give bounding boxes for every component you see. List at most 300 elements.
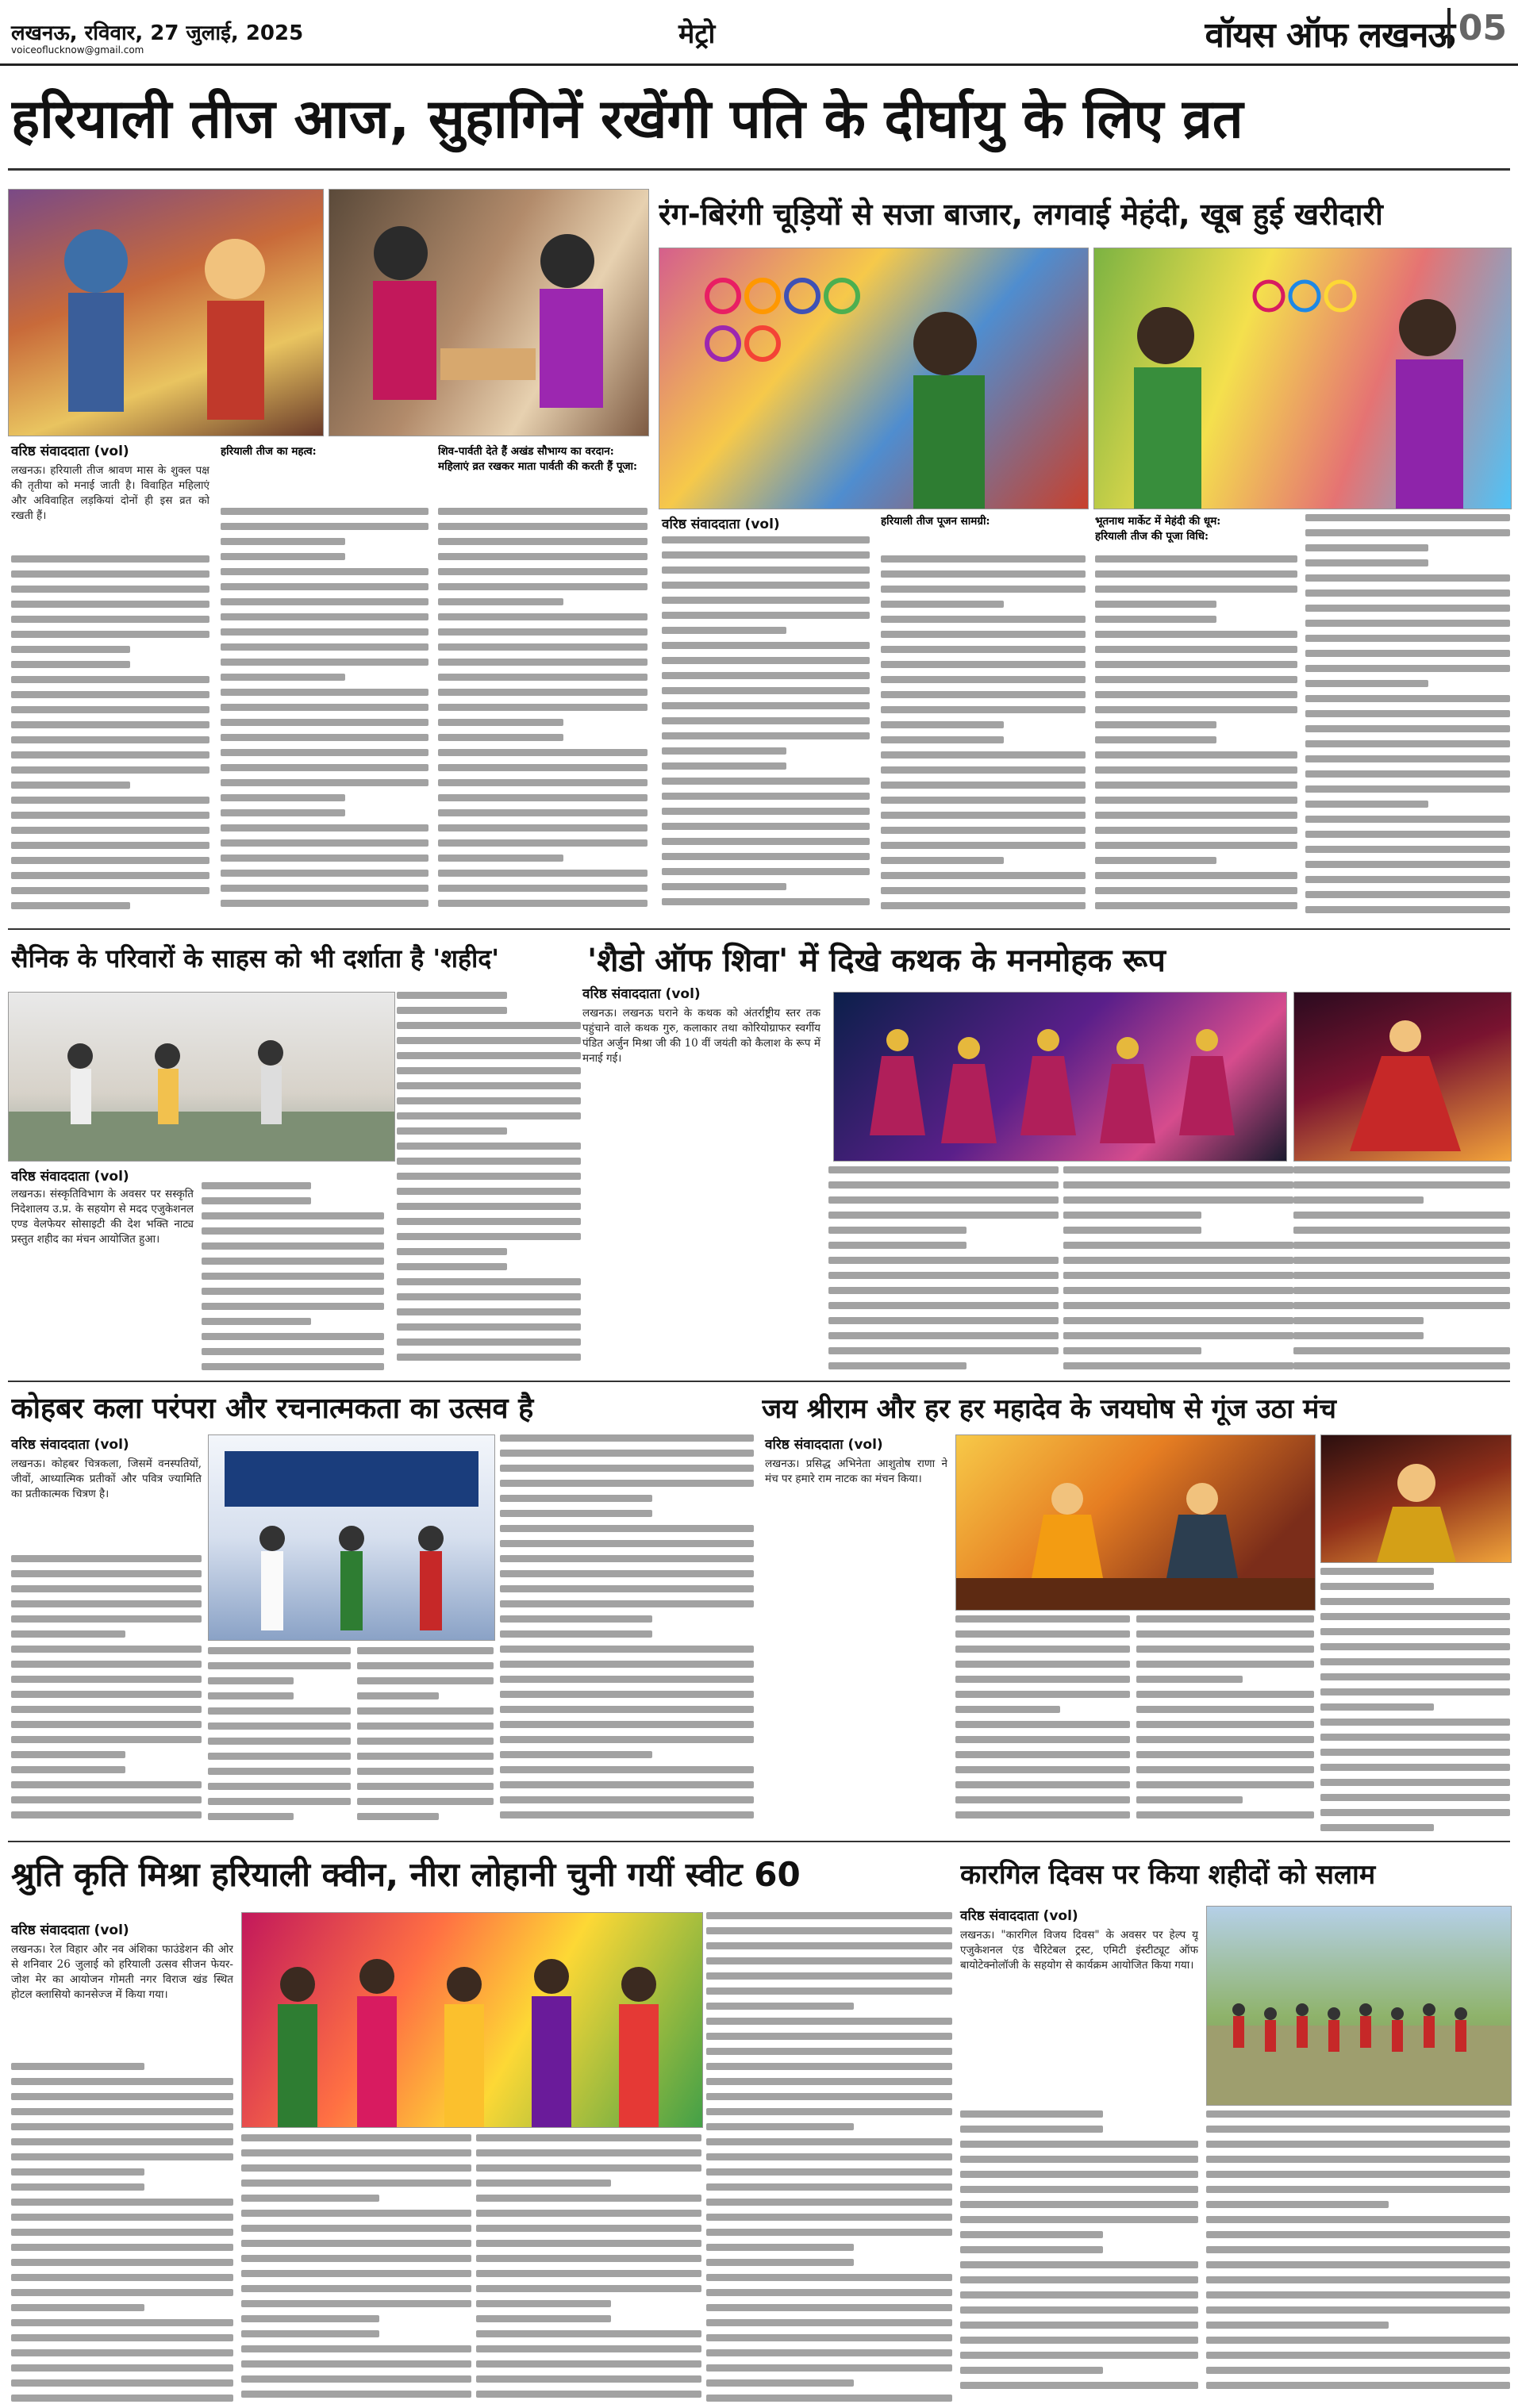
text-line <box>438 719 563 726</box>
text-line <box>706 2259 854 2266</box>
text-line <box>438 824 648 831</box>
text-line <box>500 1495 652 1502</box>
text-line <box>357 1798 494 1805</box>
text-line <box>500 1706 754 1713</box>
text-line <box>1305 906 1510 913</box>
text-line <box>500 1630 652 1638</box>
text-line <box>11 1766 125 1773</box>
text-line <box>1206 2186 1510 2193</box>
text-line <box>960 2352 1198 2359</box>
story1-subhead-3: महिलाएं व्रत रखकर माता पार्वती की करती हैं पूजा: <box>438 460 638 473</box>
text-line <box>955 1736 1130 1743</box>
text-line <box>1293 1332 1424 1339</box>
text-line <box>438 628 648 636</box>
text-line <box>397 1112 581 1120</box>
text-line <box>960 2337 1198 2344</box>
story4-column-1 <box>582 1006 820 1355</box>
text-line <box>706 2244 854 2251</box>
text-line <box>397 1354 581 1361</box>
text-line <box>11 1811 202 1818</box>
text-line <box>706 2138 952 2145</box>
text-line <box>11 2093 233 2100</box>
text-line <box>11 706 209 713</box>
text-line <box>476 2240 701 2247</box>
text-line <box>241 2315 379 2322</box>
text-line <box>11 736 209 743</box>
story1-column-3 <box>438 444 648 924</box>
text-line <box>1305 665 1510 672</box>
story2-headline: रंग-बिरंगी चूड़ियों से सजा बाजार, लगवाई मेहंदी, खूब हुई खरीदारी <box>659 197 1383 232</box>
text-line <box>11 1736 202 1743</box>
text-line <box>662 793 870 800</box>
text-line <box>1095 842 1297 849</box>
story6-lead: लखनऊ। प्रसिद्ध अभिनेता आशुतोष राणा ने मंच पर हमारे राम नाटक का मंचन किया। <box>765 1457 947 1485</box>
shiva-parvati-illustration <box>9 190 323 436</box>
place-date: लखनऊ, रविवार, 27 जुलाई, 2025 <box>11 21 304 45</box>
text-line <box>397 1323 581 1331</box>
text-line <box>11 2153 233 2160</box>
text-line <box>11 1630 125 1638</box>
text-line <box>221 764 428 771</box>
text-line <box>706 2033 952 2040</box>
text-line <box>1206 2156 1510 2163</box>
text-line <box>662 717 870 724</box>
text-line <box>11 797 209 804</box>
text-line <box>881 842 1086 849</box>
text-line <box>1305 831 1510 838</box>
text-line <box>955 1630 1130 1638</box>
text-line <box>1063 1227 1201 1234</box>
text-line <box>1305 650 1510 657</box>
text-line <box>476 2300 611 2307</box>
text-line <box>1063 1166 1293 1173</box>
text-line <box>706 2018 952 2025</box>
text-line <box>1293 1317 1424 1324</box>
hariyali-queen-photo <box>241 1912 703 2128</box>
text-line <box>662 823 870 830</box>
text-line <box>881 721 1004 728</box>
story1-headline: हरियाली तीज आज, सुहागिनें रखेंगी पति के दीर्घायु के लिए व्रत <box>11 88 1243 151</box>
text-line <box>476 2179 611 2187</box>
text-line <box>662 627 786 634</box>
text-line <box>1293 1181 1510 1189</box>
text-line <box>662 687 870 694</box>
text-line <box>1206 2141 1510 2148</box>
text-line <box>438 568 648 575</box>
text-line <box>221 553 345 560</box>
text-line <box>881 887 1086 894</box>
text-line <box>11 1751 125 1758</box>
text-line <box>960 2382 1198 2389</box>
text-line <box>1095 570 1297 578</box>
story8-headline: कारगिल दिवस पर किया शहीदों को सलाम <box>960 1859 1376 1891</box>
text-line <box>662 762 786 770</box>
text-line <box>476 2210 701 2217</box>
text-line <box>1206 2337 1510 2344</box>
text-line <box>1136 1615 1314 1623</box>
text-line <box>397 1248 507 1255</box>
text-line <box>1320 1719 1510 1726</box>
text-line <box>500 1540 754 1547</box>
text-line <box>662 657 870 664</box>
text-line <box>960 2367 1103 2374</box>
text-line <box>955 1646 1130 1653</box>
text-line <box>476 2270 701 2277</box>
text-line <box>1095 887 1297 894</box>
text-line <box>476 2375 701 2383</box>
text-line <box>11 570 209 578</box>
text-line <box>397 1338 581 1346</box>
text-line <box>706 2048 952 2055</box>
text-line <box>706 2379 854 2387</box>
text-line <box>11 616 209 623</box>
text-line <box>397 1158 581 1165</box>
text-line <box>357 1753 494 1760</box>
text-line <box>221 704 428 711</box>
text-line <box>11 676 209 683</box>
text-line <box>221 508 428 515</box>
text-line <box>221 794 345 801</box>
text-line <box>208 1692 294 1699</box>
text-line <box>1095 902 1297 909</box>
story7-lead: लखनऊ। रेल विहार और नव अंशिका फाउंडेशन की ओर से शनिवार 26 जुलाई को हरियाली उत्सव सीजन फेयर-जोश मेर का आयोजन गोमती नगर विराज खंड स्थित होटल क्लासियो कानसेज्ज में किया गया। <box>11 1943 233 2001</box>
text-line <box>438 870 648 877</box>
story3-lead: लखनऊ। संस्कृतिविभाग के अवसर पर सस्कृति निदेशालय उ.प्र. के सहयोग से मदद एजुकेशनल एण्ड वेलफेयर सोसाइटी की देश भक्ति नाट्य प्रस्तुत शहीद का मंचन आयोजित हुआ। <box>11 1188 194 1246</box>
text-line <box>828 1212 1059 1219</box>
text-line <box>706 2349 952 2356</box>
text-line <box>357 1692 439 1699</box>
story8-lead: लखनऊ। "कारगिल विजय दिवस" के अवसर पर हेल्प यू एजुकेशनल एंड चैरिटेबल ट्रस्ट, एमिटी इंस्टीट्यूट ऑफ बायोटेक्नोलॉजी के सहयोग से कार्यक्रम आयोजित किया गया। <box>960 1929 1198 1972</box>
text-line <box>960 2261 1198 2268</box>
story4-headline: 'शैडो ऑफ शिवा' में दिखे कथक के मनमोहक रूप <box>587 943 1166 979</box>
text-line <box>960 2291 1198 2299</box>
text-line <box>11 1570 202 1577</box>
story4-byline: वरिष्ठ संवाददाता (vol) <box>582 986 701 1002</box>
text-line <box>202 1197 311 1204</box>
text-line <box>955 1766 1130 1773</box>
text-line <box>500 1585 754 1592</box>
text-line <box>241 2375 471 2383</box>
text-line <box>1305 785 1510 793</box>
text-line <box>11 2244 233 2251</box>
text-line <box>706 1927 952 1934</box>
text-line <box>397 1143 581 1150</box>
text-line <box>11 2063 144 2070</box>
text-line <box>706 2274 952 2281</box>
text-line <box>1095 706 1297 713</box>
text-line <box>1095 872 1297 879</box>
page-number: 05 <box>1447 8 1507 48</box>
text-line <box>208 1783 351 1790</box>
text-line <box>241 2345 471 2352</box>
text-line <box>1136 1676 1243 1683</box>
text-line <box>11 2349 233 2356</box>
text-line <box>11 2334 233 2341</box>
text-line <box>221 643 428 651</box>
text-line <box>11 872 209 879</box>
text-line <box>1305 514 1510 521</box>
text-line <box>1320 1673 1510 1680</box>
text-line <box>241 2391 471 2398</box>
text-line <box>1320 1613 1510 1620</box>
text-line <box>662 747 786 755</box>
text-line <box>706 1987 952 1995</box>
story8-byline: वरिष्ठ संवाददाता (vol) <box>960 1908 1078 1924</box>
text-line <box>706 2334 952 2341</box>
text-line <box>1206 2216 1510 2223</box>
text-line <box>500 1480 754 1487</box>
text-line <box>828 1257 1059 1264</box>
text-line <box>1136 1630 1314 1638</box>
story3-column-1 <box>11 1187 194 1377</box>
text-line <box>476 2164 701 2172</box>
text-line <box>828 1166 1059 1173</box>
text-line <box>706 2364 952 2372</box>
text-line <box>955 1721 1130 1728</box>
text-line <box>438 659 648 666</box>
text-line <box>1305 801 1428 808</box>
text-line <box>1293 1242 1510 1249</box>
text-line <box>202 1333 384 1340</box>
text-line <box>202 1303 384 1310</box>
text-line <box>881 601 1004 608</box>
text-line <box>706 2003 854 2010</box>
text-line <box>241 2255 471 2262</box>
kohbar-award-photo <box>208 1434 495 1641</box>
text-line <box>662 551 870 559</box>
story7-byline: वरिष्ठ संवाददाता (vol) <box>11 1922 129 1938</box>
text-line <box>955 1811 1130 1818</box>
text-line <box>357 1707 494 1715</box>
text-line <box>1293 1166 1510 1173</box>
text-line <box>11 1555 202 1562</box>
story8-column-1 <box>960 1928 1198 2134</box>
text-line <box>881 782 1086 789</box>
text-line <box>357 1738 494 1745</box>
text-line <box>202 1348 384 1355</box>
text-line <box>357 1647 494 1654</box>
text-line <box>1095 782 1297 789</box>
text-line <box>500 1661 754 1668</box>
text-line <box>1293 1257 1510 1264</box>
text-line <box>397 1082 581 1089</box>
text-line <box>1305 605 1510 612</box>
text-line <box>955 1661 1130 1668</box>
text-line <box>881 676 1086 683</box>
text-line <box>11 2199 233 2206</box>
text-line <box>1305 710 1510 717</box>
text-line <box>881 631 1086 638</box>
text-line <box>1136 1796 1243 1803</box>
text-line <box>662 566 870 574</box>
section-name: मेट्रो <box>678 18 716 50</box>
text-line <box>11 782 130 789</box>
text-line <box>706 2153 952 2160</box>
text-line <box>208 1813 294 1820</box>
text-line <box>241 2300 471 2307</box>
text-line <box>397 1293 581 1300</box>
text-line <box>1293 1287 1510 1294</box>
text-line <box>357 1662 494 1669</box>
story3-byline: वरिष्ठ संवाददाता (vol) <box>11 1169 129 1185</box>
text-line <box>881 872 1086 879</box>
text-line <box>828 1181 1059 1189</box>
text-line <box>438 855 563 862</box>
text-line <box>241 2149 471 2156</box>
brand-title: वॉयस ऑफ लखनऊ <box>1205 15 1455 56</box>
text-line <box>881 766 1086 774</box>
text-line <box>662 597 870 604</box>
text-line <box>438 598 563 605</box>
text-line <box>1206 2276 1510 2283</box>
text-line <box>500 1555 754 1562</box>
text-line <box>11 766 209 774</box>
text-line <box>662 612 870 619</box>
text-line <box>500 1766 754 1773</box>
text-line <box>881 555 1086 563</box>
text-line <box>11 2319 233 2326</box>
text-line <box>1136 1811 1314 1818</box>
text-line <box>11 842 209 849</box>
text-line <box>881 751 1086 759</box>
text-line <box>960 2156 1198 2163</box>
text-line <box>11 2214 233 2221</box>
text-line <box>1095 586 1297 593</box>
text-line <box>1293 1272 1510 1279</box>
text-line <box>221 674 345 681</box>
text-line <box>881 827 1086 834</box>
text-line <box>1063 1257 1293 1264</box>
text-line <box>500 1525 754 1532</box>
text-line <box>1305 559 1428 566</box>
bangle-shop-photo-2 <box>1093 248 1512 509</box>
text-line <box>11 601 209 608</box>
text-line <box>1095 676 1297 683</box>
text-line <box>202 1273 384 1280</box>
text-line <box>1136 1721 1314 1728</box>
text-line <box>1305 695 1510 702</box>
text-line <box>476 2330 701 2337</box>
hamare-ram-stage-photo <box>955 1434 1316 1611</box>
text-line <box>438 794 648 801</box>
text-line <box>1136 1751 1314 1758</box>
story2-subhead-1: हरियाली तीज पूजन सामग्री: <box>881 515 990 528</box>
divider <box>8 168 1510 171</box>
text-line <box>960 2322 1198 2329</box>
text-line <box>955 1615 1130 1623</box>
text-line <box>662 732 870 739</box>
text-line <box>11 887 209 894</box>
story7-headline: श्रुति कृति मिश्रा हरियाली क्वीन, नीरा लोहानी चुनी गयीं स्वीट 60 <box>11 1855 801 1894</box>
text-line <box>438 749 648 756</box>
text-line <box>1320 1734 1510 1741</box>
text-line <box>397 1052 581 1059</box>
text-line <box>662 536 870 543</box>
text-line <box>438 734 563 741</box>
text-line <box>11 2108 233 2115</box>
text-line <box>221 734 428 741</box>
text-line <box>1136 1736 1314 1743</box>
text-line <box>500 1796 754 1803</box>
text-line <box>208 1768 351 1775</box>
text-line <box>1293 1302 1510 1309</box>
text-line <box>11 857 209 864</box>
text-line <box>202 1227 384 1235</box>
text-line <box>662 808 870 815</box>
text-line <box>1305 590 1510 597</box>
text-line <box>881 586 1086 593</box>
text-line <box>1293 1227 1510 1234</box>
text-line <box>438 613 648 620</box>
text-line <box>881 706 1086 713</box>
text-line <box>11 902 130 909</box>
text-line <box>1095 751 1297 759</box>
text-line <box>476 2195 701 2202</box>
text-line <box>706 2168 952 2176</box>
text-line <box>500 1450 754 1457</box>
text-line <box>11 1721 202 1728</box>
text-line <box>1320 1764 1510 1771</box>
market-shoppers-illustration <box>1094 248 1511 509</box>
text-line <box>706 2199 952 2206</box>
text-line <box>438 583 648 590</box>
kathak-solo-photo <box>1293 992 1512 1162</box>
text-line <box>438 674 648 681</box>
text-line <box>438 523 648 530</box>
text-line <box>11 1585 202 1592</box>
text-line <box>955 1706 1060 1713</box>
text-line <box>241 2134 471 2141</box>
text-line <box>397 1067 581 1074</box>
text-line <box>357 1768 494 1775</box>
text-line <box>1206 2322 1389 2329</box>
text-line <box>706 2123 854 2130</box>
text-line <box>208 1662 351 1669</box>
text-line <box>221 568 428 575</box>
text-line <box>241 2195 379 2202</box>
text-line <box>11 1676 202 1683</box>
text-line <box>397 1037 581 1044</box>
text-line <box>662 778 870 785</box>
text-line <box>11 2183 144 2191</box>
solo-dancer-illustration <box>1294 993 1511 1161</box>
text-line <box>476 2149 701 2156</box>
text-line <box>500 1646 754 1653</box>
story1-subhead-1: हरियाली तीज का महत्व: <box>221 445 317 458</box>
text-line <box>828 1272 1059 1279</box>
text-line <box>221 538 345 545</box>
text-line <box>1305 680 1428 687</box>
text-line <box>11 1661 202 1668</box>
text-line <box>476 2285 701 2292</box>
text-line <box>221 659 428 666</box>
story3-headline: सैनिक के परिवारों के साहस को भी दर्शाता है 'शहीद' <box>11 943 500 974</box>
text-line <box>221 900 428 907</box>
text-line <box>1320 1628 1510 1635</box>
text-line <box>397 992 507 999</box>
text-line <box>1095 555 1297 563</box>
divider <box>8 1381 1510 1382</box>
text-line <box>500 1781 754 1788</box>
text-line <box>828 1227 967 1234</box>
text-line <box>500 1751 652 1758</box>
text-line <box>241 2330 379 2337</box>
text-line <box>357 1783 494 1790</box>
text-line <box>1305 846 1510 853</box>
text-line <box>1305 770 1510 778</box>
text-line <box>1063 1347 1201 1354</box>
text-line <box>1063 1302 1293 1309</box>
